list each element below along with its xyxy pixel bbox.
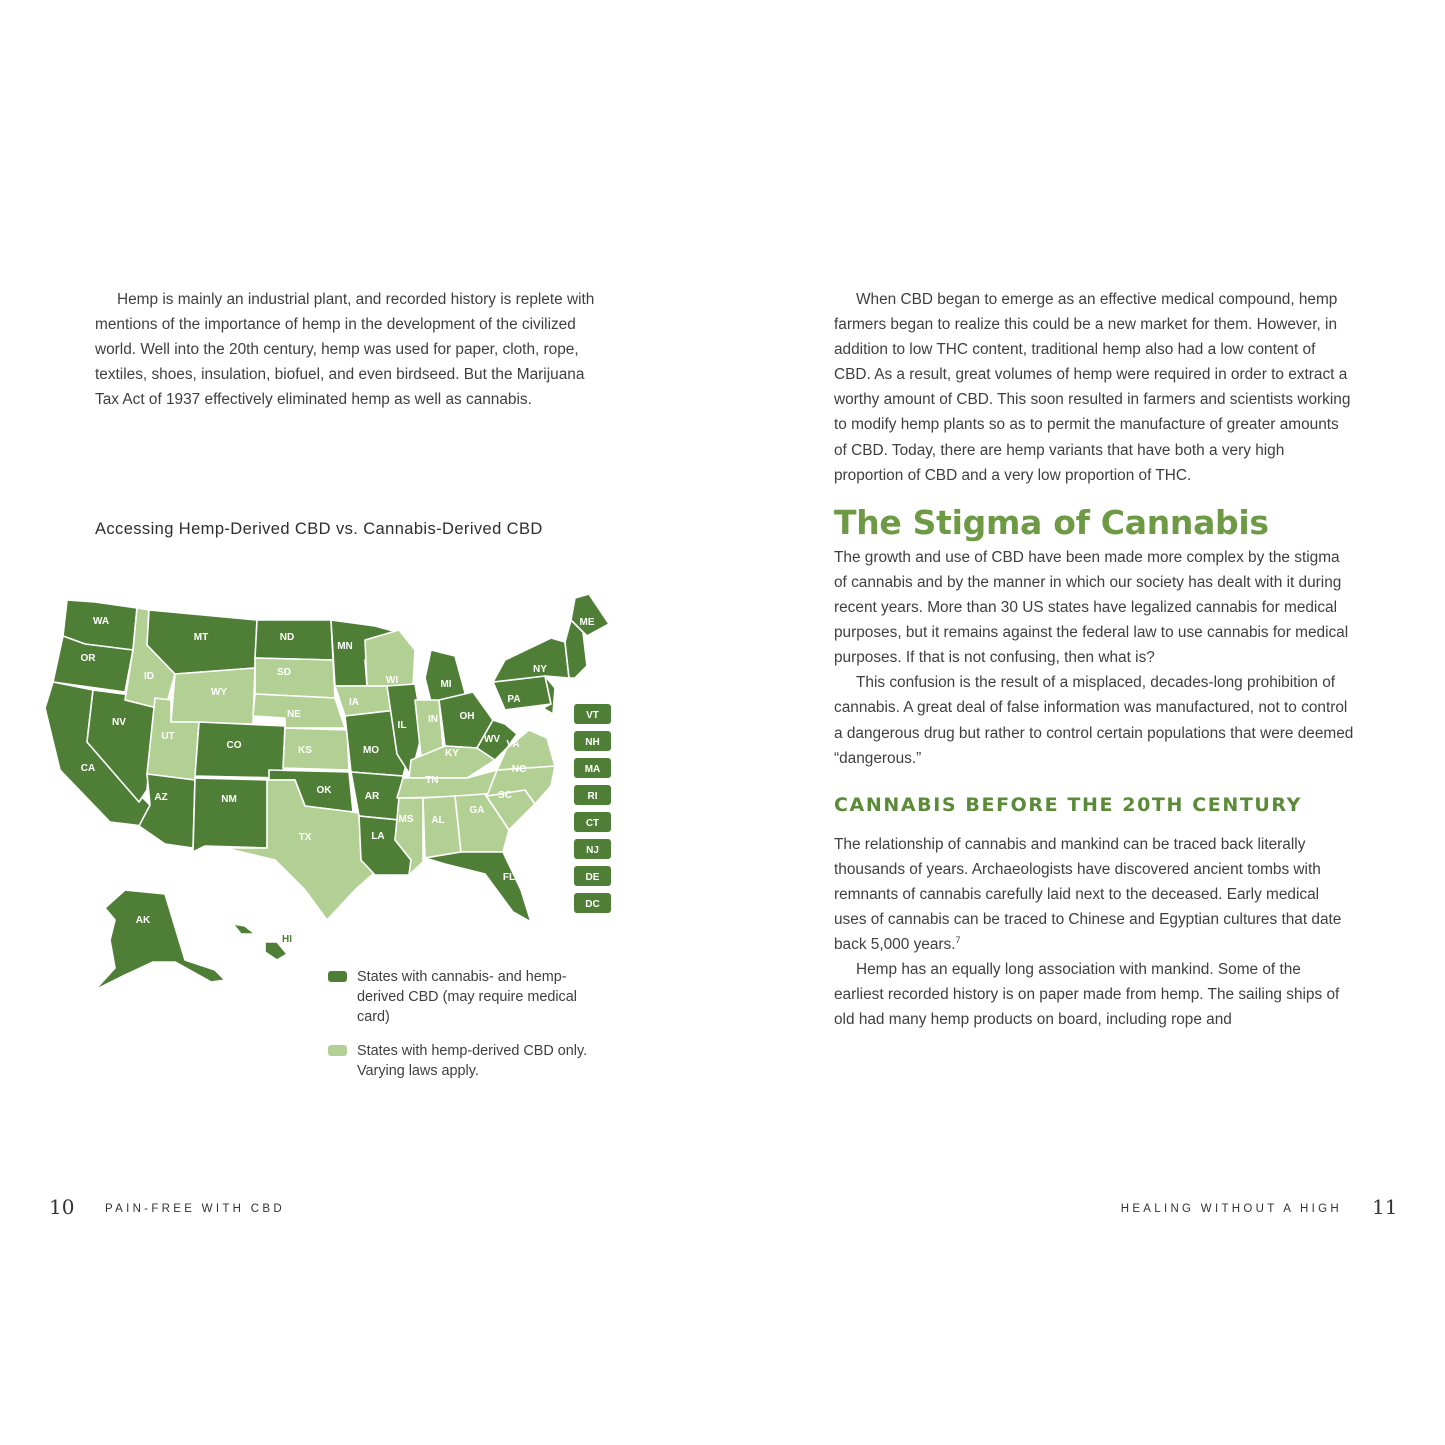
state-label-mt: MT xyxy=(193,632,209,643)
paragraph-confusion: This confusion is the result of a misplaced, decades-long prohibition of cannabis. A great deal of false information was manufactured, not to control a dangerous drug but rather to control certain populations that were deemed “dangerous.” xyxy=(834,674,1354,767)
state-nm xyxy=(193,778,269,852)
footnote-ref: 7 xyxy=(955,935,961,946)
state-label-ar: AR xyxy=(364,791,380,802)
small-state-label-nh: NH xyxy=(585,737,600,748)
state-label-ia: IA xyxy=(349,697,359,708)
paragraph-cbd-market: When CBD began to emerge as an effective medical compound, hemp farmers began to realize this could be a new market for them. However, in addition to low THC content, traditional hemp also had a low content of CBD. As a result, great volumes of hemp were required in order to extract a worthy amount of CBD. This soon resulted in farmers and scientists working to modify hemp plants so as to permit the manufacture of greater amounts of CBD. Today, there are hemp variants that have both a very high proportion of CBD and a very low proportion of THC. xyxy=(834,291,1351,484)
state-label-az: AZ xyxy=(154,792,168,803)
state-label-tx: TX xyxy=(298,832,312,843)
state-label-hi: HI xyxy=(282,934,292,945)
state-label-ok: OK xyxy=(316,785,332,796)
legend-item-cannabis-and-hemp xyxy=(328,967,598,1027)
small-state-label-ri: RI xyxy=(587,791,598,802)
right-column xyxy=(834,287,1354,1033)
small-state-label-ma: MA xyxy=(584,764,601,775)
left-running-title: PAIN-FREE WITH CBD xyxy=(105,1203,285,1215)
small-state-label-ct: CT xyxy=(585,818,600,829)
state-label-mi: MI xyxy=(440,679,452,690)
state-label-in: IN xyxy=(428,714,438,725)
state-az xyxy=(139,774,195,848)
state-label-id: ID xyxy=(144,671,154,682)
small-state-label-vt: VT xyxy=(586,710,599,721)
state-label-ak: AK xyxy=(135,915,151,926)
state-label-ut: UT xyxy=(161,731,175,742)
state-label-mo: MO xyxy=(362,745,380,756)
state-label-ms: MS xyxy=(398,814,414,825)
state-label-nd: ND xyxy=(279,632,295,643)
state-label-ca: CA xyxy=(80,763,96,774)
paragraph-stigma: The growth and use of CBD have been made more complex by the stigma of cannabis and by the manner in which our society has dealt with it during recent years. More than 30 US states have legalized cannabis for medical purposes, but it remains against the federal law to use cannabis for medical purposes. If that is not confusing, then what is? xyxy=(834,548,1349,667)
paragraph-history xyxy=(834,832,1354,957)
state-label-wv: WV xyxy=(483,734,501,745)
state-label-wi: WI xyxy=(385,675,399,686)
state-label-la: LA xyxy=(371,831,385,842)
state-label-ks: KS xyxy=(298,745,312,756)
subsection-heading: CANNABIS BEFORE THE 20TH CENTURY xyxy=(834,793,1302,816)
state-label-ny: NY xyxy=(533,664,547,675)
small-state-label-dc: DC xyxy=(585,899,600,910)
state-label-fl: FL xyxy=(502,872,516,883)
paragraph-history-text: The relationship of cannabis and mankind can be traced back literally thousands of years. Archaeologists have discovered ancient tombs with remnants of cannabis carefully laid next to the deceased. Early medical uses of cannabis can be traced to Chinese and Egyptian cultures that date back 5,000 years. xyxy=(834,835,1342,954)
legend-label: States with hemp-derived CBD only. Varying laws apply. xyxy=(357,1043,588,1079)
intro-paragraph: Hemp is mainly an industrial plant, and recorded history is replete with mentions of the importance of hemp in the development of the civilized world. Well into the 20th century, hemp was used for paper, cloth, rope, textiles, shoes, insulation, biofuel, and even birdseed. But the Marijuana Tax Act of 1937 effectively eliminated hemp as well as cannabis. xyxy=(95,291,595,409)
left-page-number: 10 xyxy=(49,1195,75,1219)
legend-label: States with cannabis- and hemp-derived CBD (may require medical card) xyxy=(357,969,577,1025)
state-label-nv: NV xyxy=(112,717,126,728)
state-label-pa: PA xyxy=(507,694,521,705)
state-label-ky: KY xyxy=(445,748,459,759)
paragraph-hemp-association: Hemp has an equally long association with mankind. Some of the earliest recorded history is on paper made from hemp. The sailing ships of old had many hemp products on board, including rope and xyxy=(834,961,1340,1029)
state-label-tn: TN xyxy=(425,775,439,786)
state-label-ga: GA xyxy=(469,805,485,816)
left-column xyxy=(95,287,605,412)
right-running-title: HEALING WITHOUT A HIGH xyxy=(1120,1203,1342,1215)
state-label-nc: NC xyxy=(511,764,527,775)
state-ak xyxy=(95,890,225,990)
state-ny xyxy=(493,638,569,682)
state-label-me: ME xyxy=(579,617,595,628)
legend-swatch-dark xyxy=(328,971,347,982)
section-heading: The Stigma of Cannabis xyxy=(834,502,1269,542)
state-label-va: VA xyxy=(506,739,520,750)
right-page-number: 11 xyxy=(1372,1195,1398,1219)
state-label-wy: WY xyxy=(210,687,228,698)
state-label-sc: SC xyxy=(498,790,512,801)
state-sd xyxy=(255,658,335,698)
state-label-co: CO xyxy=(226,740,242,751)
state-hi-small xyxy=(233,924,255,934)
state-label-sd: SD xyxy=(277,667,291,678)
state-label-il: IL xyxy=(397,720,407,731)
map-title: Accessing Hemp-Derived CBD vs. Cannabis-Derived CBD xyxy=(95,520,543,538)
state-label-al: AL xyxy=(431,815,445,826)
us-cbd-map xyxy=(15,590,615,1005)
state-label-mn: MN xyxy=(337,641,353,652)
state-label-or: OR xyxy=(80,653,96,664)
small-state-label-de: DE xyxy=(585,872,600,883)
state-label-oh: OH xyxy=(459,711,475,722)
state-ks xyxy=(283,728,349,770)
state-label-nm: NM xyxy=(221,794,237,805)
legend-item-hemp-only xyxy=(328,1041,598,1081)
state-fl xyxy=(425,852,531,922)
state-label-wa: WA xyxy=(92,616,110,627)
legend-swatch-light xyxy=(328,1045,347,1056)
small-state-label-nj: NJ xyxy=(586,845,599,856)
state-label-ne: NE xyxy=(287,709,301,720)
